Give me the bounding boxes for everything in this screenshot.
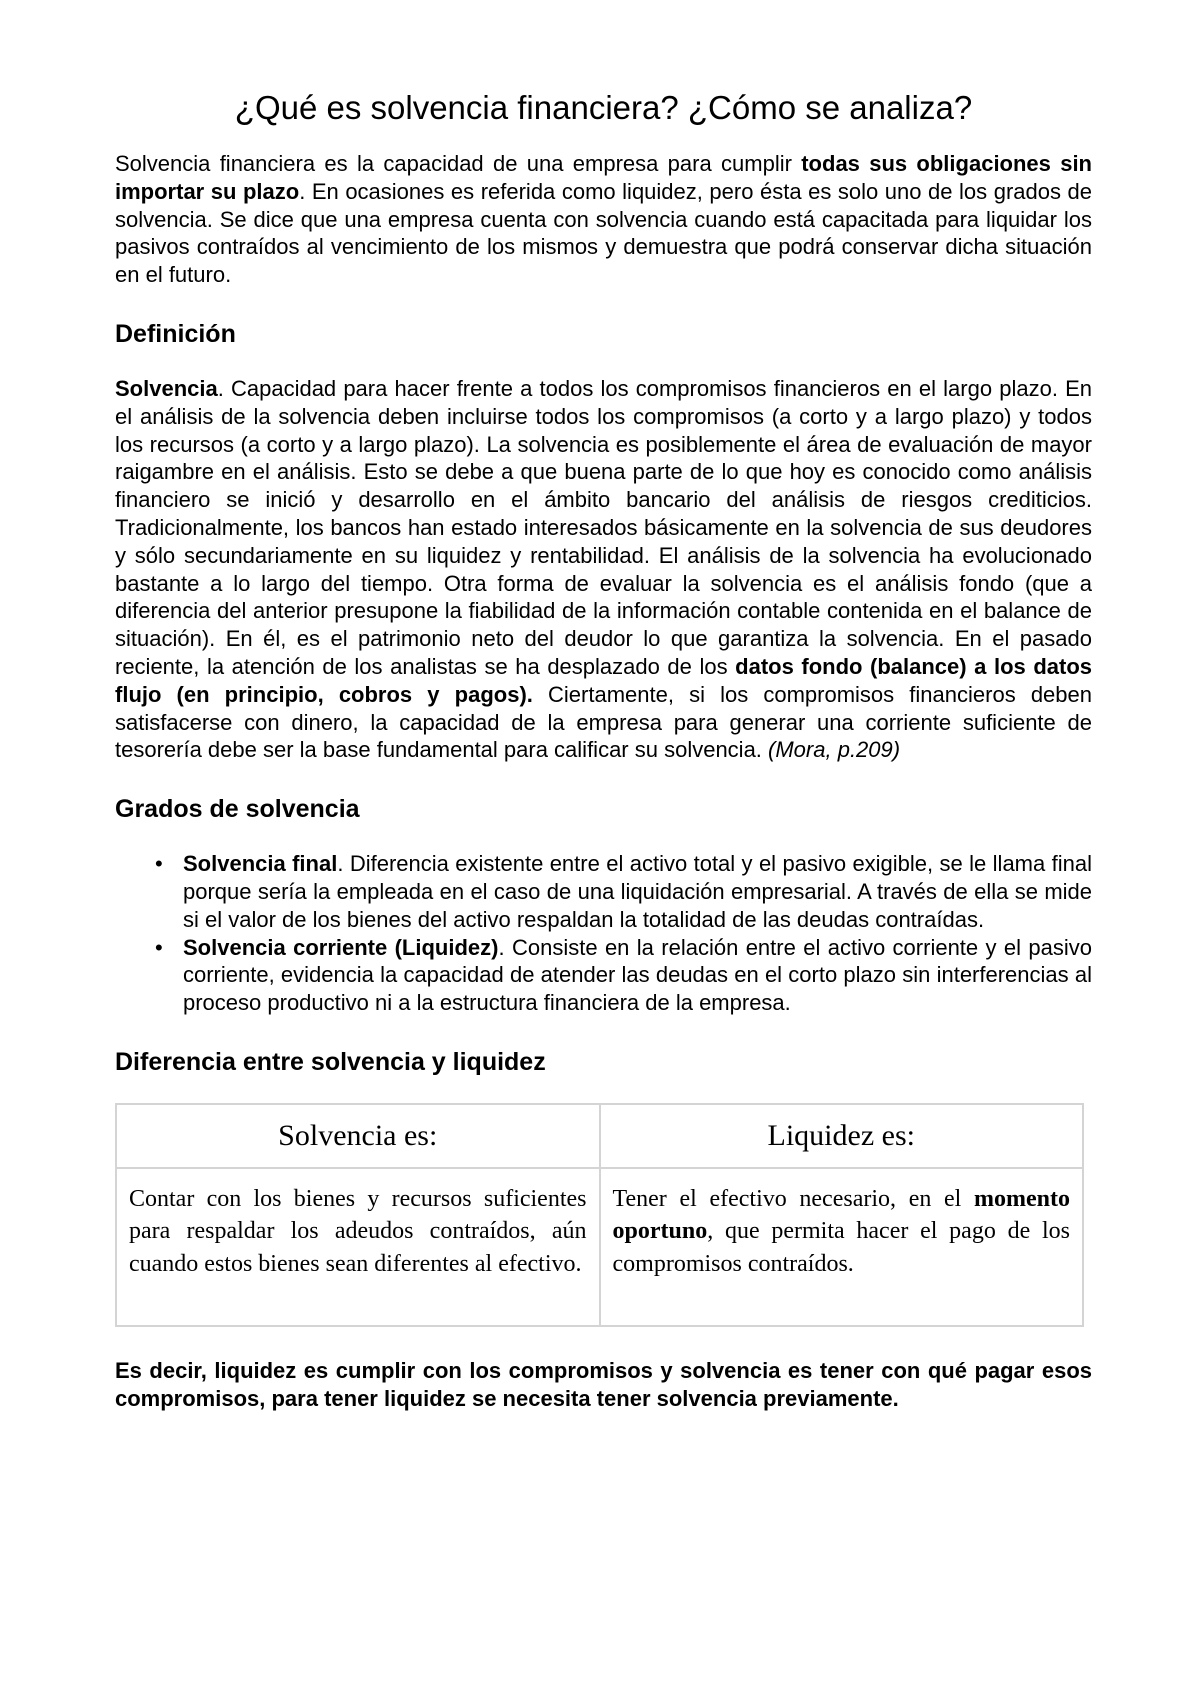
definicion-text-1: . Capacidad para hacer frente a todos los compromisos financieros en el largo plazo. En el análisis de la solvencia deben incluirse todos los compromisos (a corto y a largo plazo) y todos los recursos (a corto y a largo plazo). La solvencia es posiblemente el área de evaluación de mayor raigambre en el análisis. Esto se debe a que buena parte de lo que hoy es conocido como análisis financiero se inició y desarrollo en el ámbito bancario del análisis de riesgos crediticios. Tradicionalmente, los bancos han estado interesados básicamente en la solvencia de sus deudores y sólo secundariamente en su liquidez y rentabilidad. El análisis de la solvencia ha evolucionado bastante a lo largo del tiempo. Otra forma de evaluar la solvencia es el análisis fondo (que a diferencia del anterior presupone la fiabilidad de la información contable contenida en el balance de situación). En él, es el patrimonio neto del deudor lo que garantiza la solvencia. En el pasado reciente, la atención de los analistas se ha desplazado de los	[115, 375, 1092, 679]
bullet-icon: •	[155, 851, 163, 877]
list-item-bold: Solvencia final	[183, 851, 338, 877]
grados-list	[115, 850, 1092, 1017]
definicion-citation: (Mora, p.209)	[768, 737, 901, 763]
document-page	[115, 80, 1092, 1413]
list-item-bold: Solvencia corriente (Liquidez)	[183, 934, 499, 960]
definicion-heading: Definición	[115, 319, 236, 348]
intro-text-1: Solvencia financiera es la capacidad de una empresa para cumplir	[115, 151, 802, 176]
table-header-solvencia: Solvencia es:	[116, 1104, 600, 1168]
comparison-table	[115, 1103, 1084, 1327]
table-row	[116, 1168, 1083, 1326]
conclusion-paragraph: Es decir, liquidez es cumplir con los compromisos y solvencia es tener con qué pagar esos compromisos, para tener liquidez se necesita tener solvencia previamente.	[115, 1357, 1092, 1411]
liquidez-text-1: Tener el efectivo necesario, en el	[612, 1185, 975, 1212]
liquidez-text-2: , que permita hacer el pago de los compromisos contraídos.	[612, 1218, 1070, 1277]
page-title: ¿Qué es solvencia financiera? ¿Cómo se analiza?	[234, 89, 973, 126]
definicion-bold-term: Solvencia	[115, 375, 218, 401]
table-header-row	[116, 1104, 1083, 1168]
intro-text-2: . En ocasiones es referida como liquidez, pero ésta es solo uno de los grados de solvencia. Se dice que una empresa cuenta con solvencia cuando está capacitada para liquidar los pasivos contraídos al vencimiento de los mismos y demuestra que podrá conservar dicha situación en el futuro.	[115, 178, 1092, 288]
list-item-text: . Consiste en la relación entre el activo corriente y el pasivo corriente, evidencia la capacidad de atender las deudas en el corto plazo sin interferencias al proceso productivo ni a la estructura financiera de la empresa.	[183, 934, 1092, 1016]
list-item-text: . Diferencia existente entre el activo total y el pasivo exigible, se le llama final porque sería la empleada en el caso de una liquidación empresarial. A través de ella se mide si el valor de los bienes del activo respaldan la totalidad de las deudas contraídas.	[183, 851, 1092, 932]
intro-paragraph	[115, 150, 1092, 289]
grados-heading: Grados de solvencia	[115, 795, 360, 824]
table-cell-liquidez	[600, 1168, 1084, 1326]
diferencia-heading: Diferencia entre solvencia y liquidez	[115, 1047, 546, 1076]
definicion-bold-datos: datos fondo (balance) a los datos flujo (en principio, cobros y pagos).	[115, 653, 1092, 707]
table-cell-solvencia: Contar con los bienes y recursos suficientes para respaldar los adeudos contraídos, aún cuando estos bienes sean diferentes al efectivo.	[116, 1168, 600, 1326]
list-item-solvencia-corriente	[115, 934, 1092, 1017]
liquidez-bold: momento oportuno	[612, 1185, 1070, 1245]
definicion-text-2: Ciertamente, si los compromisos financieros deben satisfacerse con dinero, la capacidad de la empresa para generar una corriente suficiente de tesorería debe ser la base fundamental para calificar su solvencia.	[115, 681, 1092, 763]
list-item-solvencia-final	[115, 850, 1092, 933]
table-header-liquidez: Liquidez es:	[600, 1104, 1084, 1168]
bullet-icon: •	[155, 934, 163, 960]
intro-bold: todas sus obligaciones sin importar su plazo	[115, 151, 1092, 204]
definicion-paragraph	[115, 375, 1092, 764]
